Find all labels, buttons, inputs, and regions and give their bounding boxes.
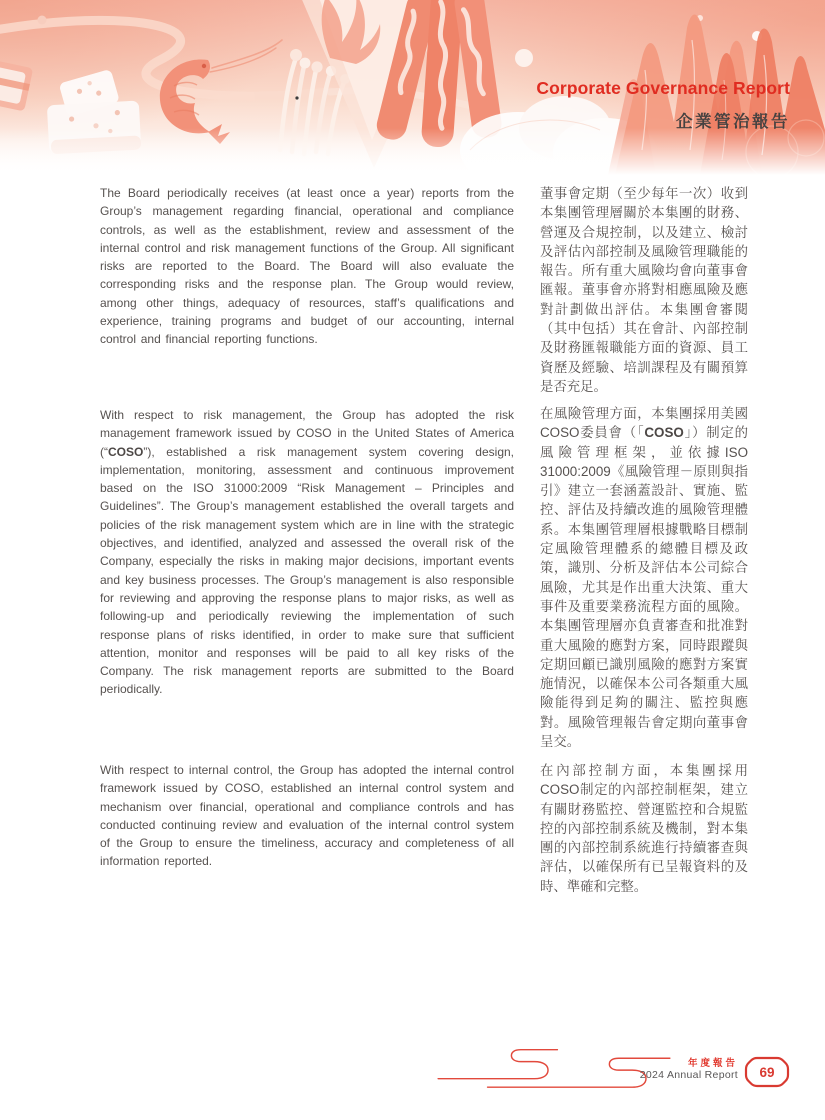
page-number: 69 xyxy=(759,1064,775,1080)
page-number-badge xyxy=(744,1056,790,1088)
footer-report-title-chinese: 年度報告 xyxy=(687,1058,738,1069)
page-title-english: Corporate Governance Report xyxy=(536,78,790,98)
chinese-paragraph: 在內部控制方面，本集團採用COSO制定的內部控制框架，建立有關財務監控、營運監控和合規監控的內部控制系統及機制，對本集團的內部控制系統進行持續審查與評估，以確保所有已呈報資料的及時、準確和完整。 xyxy=(540,763,748,894)
english-paragraph: The Board periodically receives (at least once a year) reports from the Group’s management regarding financial, operational and compliance controls, as well as the establishment, review and assessment of the internal control and risk management functions of the Group. All significant risks are reported to the Board. The Board will also evaluate the corresponding risks and the response plan. The Group would review, among other things, adequacy of resources, staff’s qualifications and experience, training programs and budget of our accounting, internal control and financial reporting functions. xyxy=(100,186,514,347)
dot-decoration xyxy=(38,16,47,25)
page-title-chinese: 企業管治報告 xyxy=(676,113,790,131)
page-header xyxy=(536,78,790,132)
stray-mark xyxy=(295,96,298,99)
chinese-paragraph: 董事會定期（至少每年一次）收到本集團管理層關於本集團的財務、營運及合規控制，以及建立、檢討及評估內部控制及風險管理職能的報告。所有重大風險均會向董事會匯報。董事會亦將對相應風險及應對計劃做出評估。本集團會審閱（其中包括）其在會計、內部控制及財務匯報職能方面的資源、員工資歷及經驗、培訓課程及有關預算是否充足。 xyxy=(540,186,748,394)
english-paragraph: With respect to risk management, the Group has adopted the risk management framework issued by COSO in the United States of America (“COSO”), established a risk management system covering design, implementation, monitoring, assessment and continuous improvement based on the ISO 31000:2009 “Risk Management – Principles and Guidelines”. The Group’s management established the overall targets and policies of the risk management system which are in line with the strategic objectives, and identified, analyzed and assessed the overall risk of the Company, especially the risks in making major decisions, important events and key business processes. The Group’s management is also responsible for reviewing and approving the response plans to major risks, as well as following-up and periodically reviewing the implementation of such response plans of risks identified, in order to make sure that sufficient attention, monitor and responses will be paid to all key risks of the Company. The risk management reports are submitted to the Board periodically. xyxy=(100,408,514,697)
english-paragraph: With respect to internal control, the Group has adopted the internal control framework issued by COSO, established an internal control system and mechanism over financial, operational and compliance controls and has conducted continuing review and evaluation of the internal control system of the Group to ensure the timeliness, accuracy and completeness of all information reported. xyxy=(100,763,514,869)
chinese-paragraph: 在風險管理方面，本集團採用美國COSO委員會（「COSO」）制定的風險管理框架，並依據ISO 31000:2009《風險管理－原則與指引》建立一套涵蓋設計、實施、監控、評估及持續改進的風險管理體系。本集團管理層根據戰略目標制定風險管理體系的總體目標及政策，識別、分析及評估本公司綜合風險，尤其是作出重大決策、重大事件及重要業務流程方面的風險。本集團管理層亦負責審查和批准對重大風險的應對方案，同時跟蹤與定期回顧已識別風險的應對方案實施情況，以確保本公司各類重大風險能得到足夠的關注、監控與應對。風險管理報告會定期向董事會呈交。 xyxy=(540,406,748,750)
footer-report-title-english: 2024 Annual Report xyxy=(639,1069,738,1081)
